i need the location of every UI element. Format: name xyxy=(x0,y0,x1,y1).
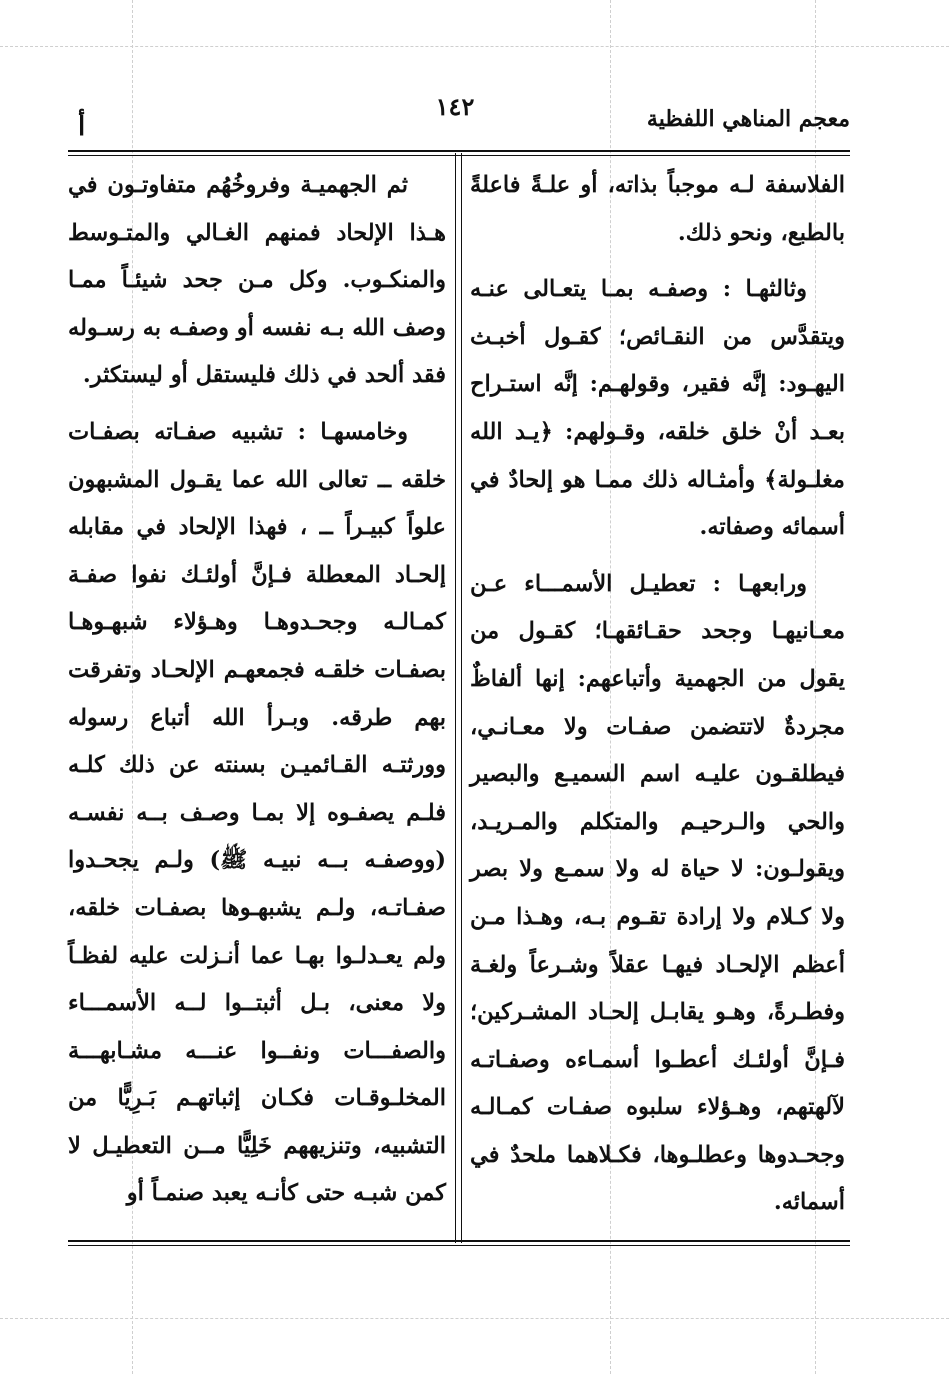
page-header xyxy=(60,92,850,142)
header-rule xyxy=(68,155,850,156)
running-title: معجم المناهي اللفظية xyxy=(646,106,850,132)
paragraph: ورابعهـا : تعطيـل الأسمـــاء عـن معـانيهـا وجحد حقـائقهـا؛ كقـول من يقول من الجهمية وأتباعهم: إنها ألفاظٌ مجردةٌ لاتتضمن صفـات ولا معـانـي، فيطلقـون عليـه اسم السميـع والبصير والحي والـرحيـم والمتكلم والمـريـد، ويقولـون: لا حياة له ولا سمـع ولا بصر ولا كـلام ولا إرادة تقـوم بـه، وهـذا مـن أعظم الإلحـاد فيهـا عقلاً وشـرعاً ولغـة وفطـرةً، وهـو يقابـل إلحـاد المشـركين؛ فـإنَّ أولئـك أعطـوا أسمـاءه وصفـاتـه لآلهتهم، وهـؤلاء سلبوه صفـات كمـالـه وجحـدوها وعطلـوها، فكـلاهما ملحدٌ في أسمائه. xyxy=(470,570,845,1216)
column-divider xyxy=(461,153,462,1243)
left-column xyxy=(68,162,446,1232)
footer-rule xyxy=(68,1240,850,1242)
crop-guide xyxy=(0,1318,949,1319)
page-number: ١٤٢ xyxy=(435,92,475,121)
paragraph: الفلاسفة لـه موجباً بذاته، أو علـةً فاعلةً بالطبع، ونحو ذلك. xyxy=(470,172,845,246)
footer-rule xyxy=(68,1245,850,1246)
right-column xyxy=(470,162,845,1232)
signature-mark: أ xyxy=(78,112,86,142)
header-rule xyxy=(68,150,850,152)
paragraph: وخامسهـا : تشبيه صفـاته بصفـات خلقه ــ تعالى الله عما يقـول المشبهون علواً كبيـراً ــ ، فهذا الإلحاد في مقابله إلحـاد المعطلة فـإنَّ أولئـك نفوا صفـة كمـالـه وجحـدوهـا وهـؤلاء شبهـوهـا بصفـات خلقـه فجمعهـم الإلحـاد وتفرقت بهم طرقه. وبـرأ الله أتباع رسوله وورثتـه القـائميـن بسنته عن ذلك كلـه فلـم يصفـوه إلا بمـا وصـف بــه نفسـه (ووصفـه بــه نبيـه ﷺ) ولـم يجحـدوا صفـاتـه، ولـم يشبهـوها بصفـات خلقه، ولم يعـدلـوا بهـا عما أنـزلت عليه لفظـاً ولا معنى، بـل أثبتــوا لــه الأسمـــاء والصفـــات ونفــوا عنـــه مشـابهـــة المخلـوقـات فكـان إثباتهـم بَـرِيًّا من التشبيه، وتنزيههم خَلِيًّا مــن التعطيـل لا كمن شبـه حتى كأنـه يعبد صنمـاً أو xyxy=(68,418,446,1207)
paragraph: وثالثهـا : وصفـه بمـا يتعـالى عنـه ويتقدَّس من النقـائص؛ كقـول أخبـث اليهـود: إنَّه فقير، وقولهـم: إنَّه استـراح بعـد أنْ خلق خلقه، وقـولهم: ﴿يـد الله مغلـولة﴾ وأمثـاله ذلك ممـا هو إلحادٌ في أسمائه وصفاته. xyxy=(470,276,845,541)
column-divider xyxy=(455,153,456,1243)
paragraph: ثم الجهميـة وفروخُهُم متفاوتـون في هـذا الإلحاد فمنهم الغـالي والمتـوسط والمنكـوب. وكل مـن جحد شيئـاً ممـا وصف الله بـه نفسه أو وصفـه به رسـوله فقد ألحد في ذلك فليستقل أو ليستكثر. xyxy=(68,172,446,389)
crop-guide xyxy=(0,46,949,47)
